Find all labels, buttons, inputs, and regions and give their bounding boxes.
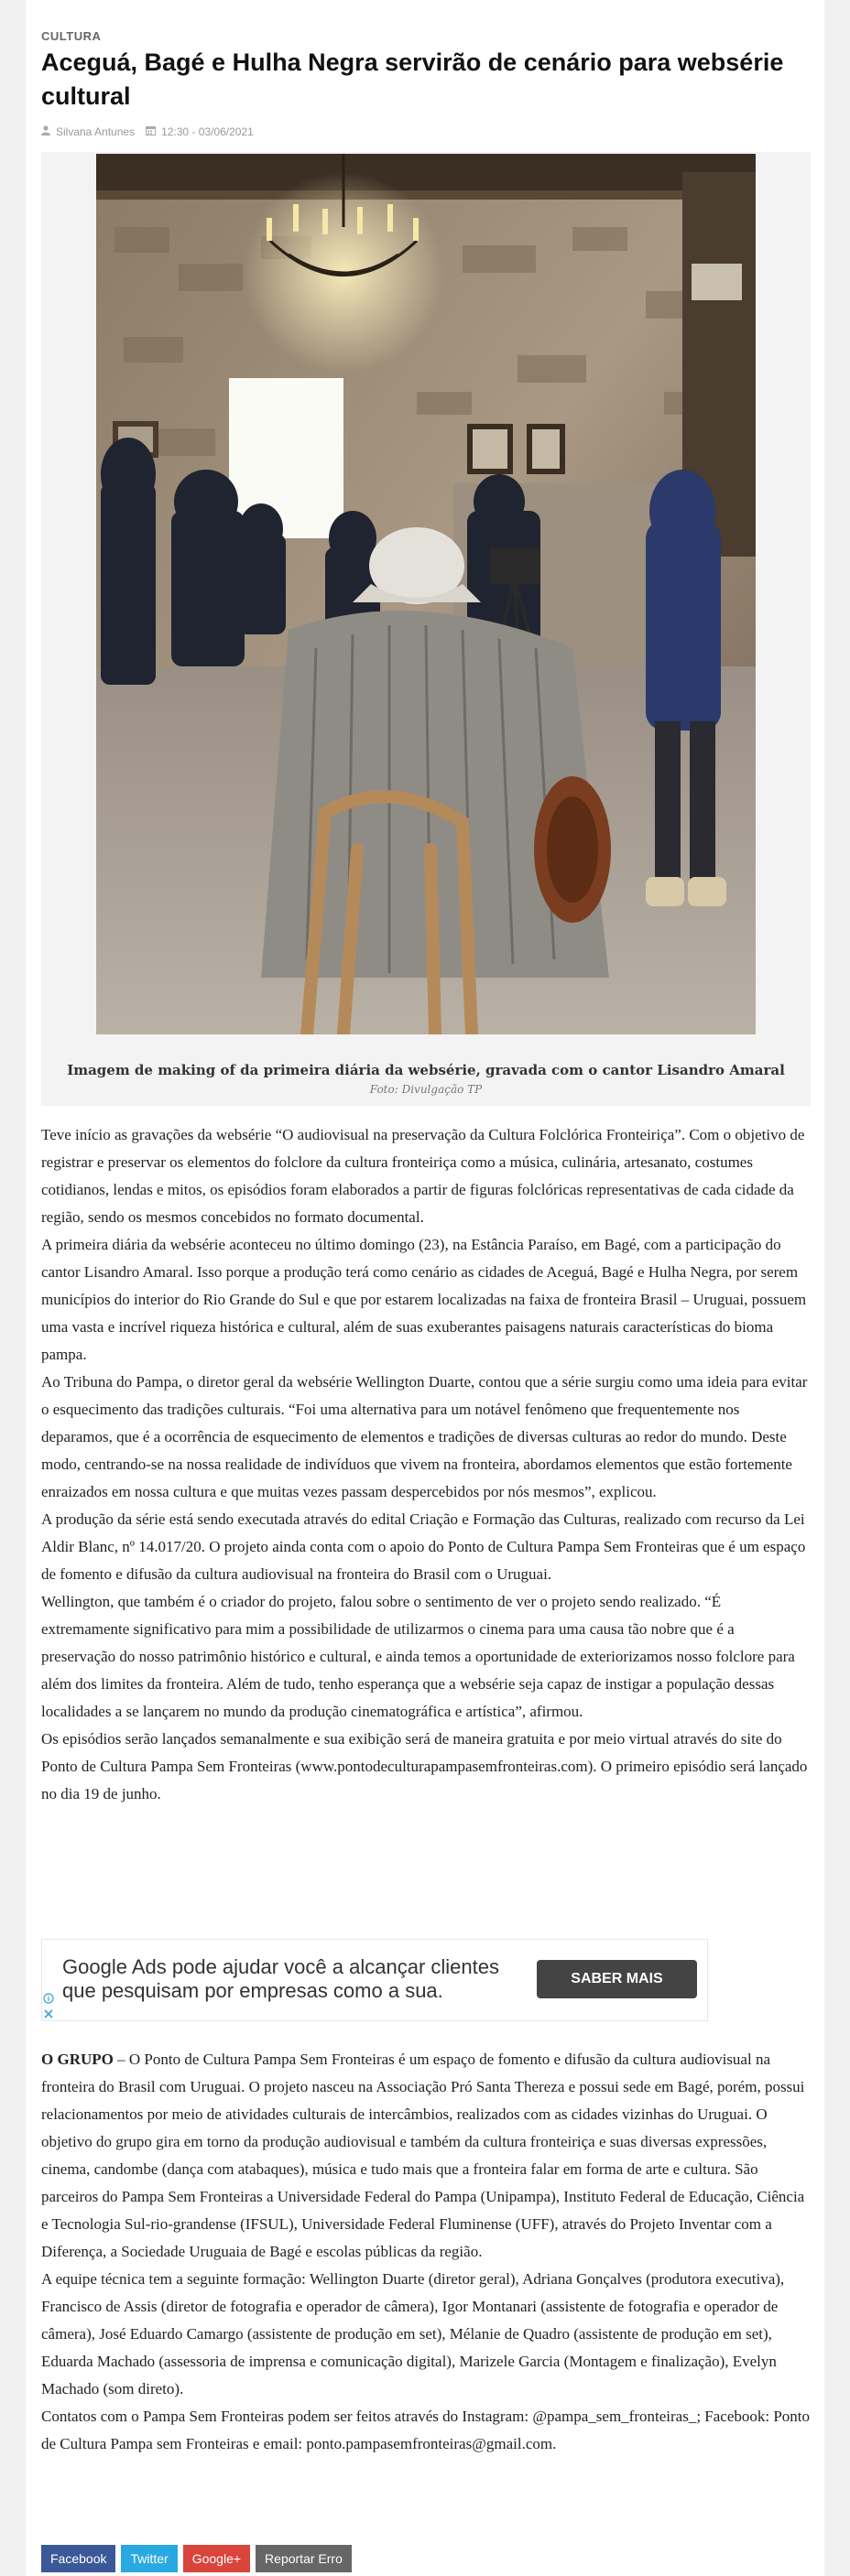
figure-credit: Foto: Divulgação TP xyxy=(369,1083,483,1096)
calendar-icon xyxy=(146,125,156,138)
share-bar xyxy=(41,2545,352,2572)
group-text: – O Ponto de Cultura Pampa Sem Fronteiras é um espaço de fomento e difusão da cultura audiovisual na fronteira do Brasil com Uruguai. O projeto nasceu na Associação Pró Santa Thereza e possui sede em Bagé, porém, possui relacionamentos por meio de atividades culturais de intercâmbios, realizados com as cidades vizinhas do Uruguai. O objetivo do grupo gira em torno da produção audiovisual e também da cultura fronteiriça e suas diversas expressões, cinema, candombe (dança com atabaques), música e tudo mais que a fronteira falar em forma de arte e cultura. São parceiros do Pampa Sem Fronteiras a Universidade Federal do Pampa (Unipampa), Instituto Federal de Educação, Ciência e Tecnologia Sul-rio-grandense (IFSUL), Universidade Federal Fluminense (UFF), através do Projeto Inventar com a Diferença, a Sociedade Uruguaia de Bagé e escolas públicas da região. xyxy=(41,2051,805,2260)
group-section xyxy=(41,2046,811,2458)
share-facebook-button[interactable]: Facebook xyxy=(41,2545,115,2572)
figure-caption: Imagem de making of da primeira diária da websérie, gravada com o cantor Lisandro Amaral xyxy=(67,1062,785,1078)
article-card xyxy=(26,0,824,2576)
body-paragraph: A primeira diária da websérie aconteceu no último domingo (23), na Estância Paraíso, em Bagé, com a participação do cantor Lisandro Amaral. Isso porque a produção terá como cenário as cidades de Aceguá, Bagé e Hulha Negra, por serem municípios do interior do Rio Grande do Sul e que por estarem localizadas na faixa de fronteira Brasil – Uruguai, possuem uma vasta e incrível riqueza histórica e cultural, além de suas exuberantes paisagens naturais características do bioma pampa. xyxy=(41,1236,807,1363)
article-meta xyxy=(41,125,254,138)
user-icon xyxy=(41,125,50,138)
article-figure xyxy=(41,152,811,1106)
article-body xyxy=(41,1121,811,1808)
body-paragraph: Ao Tribuna do Pampa, o diretor geral da websérie Wellington Duarte, contou que a série surgiu como uma ideia para evitar o esquecimento das tradições culturais. “Foi uma alternativa para um notável fenômeno que frequentemente nos deparamos, que é a ocorrência de esquecimento de elementos e tradições de diversas culturas ao redor do mundo. Deste modo, centrando-se na nossa realidade de indivíduos que vivem na fronteira, abordamos elementos que estão fortemente enraizados em nossa cultura e que muitas vezes passam despercebidos por nós mesmos”, explicou. xyxy=(41,1373,808,1500)
share-googleplus-button[interactable]: Google+ xyxy=(183,2545,250,2572)
group-lead: O GRUPO xyxy=(41,2051,114,2068)
info-icon[interactable] xyxy=(42,1993,55,2007)
ad-text[interactable]: Google Ads pode ajudar você a alcançar clientes que pesquisam por empresas como a sua. xyxy=(62,1955,499,2002)
team-paragraph: A equipe técnica tem a seguinte formação: Wellington Duarte (diretor geral), Adriana Gonçalves (produtora executiva), Francisco de Assis (diretor de fotografia e operador de câmera), Igor Montanari (assistente de fotografia e operador de câmera), José Eduardo Camargo (assistente de produção em set), Mélanie de Quadro (assistente de produção em set), Eduarda Machado (assessoria de imprensa e comunicação digital), Marizele Garcia (Montagem e finalização), Evelyn Machado (som direto). xyxy=(41,2270,785,2397)
ad-learn-more-button[interactable]: SABER MAIS xyxy=(537,1960,697,1998)
report-error-button[interactable]: Reportar Erro xyxy=(256,2545,352,2572)
google-ad-banner[interactable] xyxy=(41,1939,708,2021)
publish-datetime: 12:30 - 03/06/2021 xyxy=(161,125,254,138)
article-photo[interactable] xyxy=(96,154,756,1034)
body-paragraph: Os episódios serão lançados semanalmente e sua exibição será de maneira gratuita e por meio virtual através do site do Ponto de Cultura Pampa Sem Fronteiras (www.pontodeculturapampasemfronteiras.com). O primeiro episódio será lançado no dia 19 de junho. xyxy=(41,1730,808,1802)
article-title: Aceguá, Bagé e Hulha Negra servirão de cenário para websérie cultural xyxy=(41,49,784,110)
close-icon[interactable] xyxy=(42,2008,55,2021)
body-paragraph: A produção da série está sendo executada através do edital Criação e Formação das Culturas, realizado com recurso da Lei Aldir Blanc, nº 14.017/20. O projeto ainda conta com o apoio do Ponto de Cultura Pampa Sem Fronteiras que é um espaço de fomento e difusão da cultura audiovisual na fronteira do Brasil com o Uruguai. xyxy=(41,1510,806,1583)
body-paragraph: Wellington, que também é o criador do projeto, falou sobre o sentimento de ver o projeto sendo realizado. “É extremamente significativo para mim a possibilidade de utilizarmos o cinema para uma causa tão nobre que é a preservação do nosso patrimônio histórico e cultural, e ainda temos a oportunidade de exteriorizamos nosso folclore para além dos limites da fronteira. Além de tudo, tenho esperança que a websérie seja capaz de instigar a população dessas localidades a se lançarem no mundo da produção cinematográfica e artística”, afirmou. xyxy=(41,1593,795,1720)
category-label[interactable]: CULTURA xyxy=(41,29,102,43)
group-paragraph xyxy=(41,2046,811,2266)
author-name[interactable]: Silvana Antunes xyxy=(56,125,136,138)
body-paragraph: Teve início as gravações da websérie “O audiovisual na preservação da Cultura Folclórica Fronteiriça”. Com o objetivo de registrar e preservar os elementos do folclore da cultura fronteiriça como a música, culinária, artesanato, costumes cotidianos, lendas e mitos, os episódios foram elaborados a partir de figuras folclóricas representativas de cada cidade da região, sendo os mesmos concebidos no formato documental. xyxy=(41,1126,805,1226)
contact-paragraph: Contatos com o Pampa Sem Fronteiras podem ser feitos através do Instagram: @pampa_sem_fronteiras_; Facebook: Ponto de Cultura Pampa sem Fronteiras e email: ponto.pampasemfronteiras@gmail.com. xyxy=(41,2408,811,2452)
share-twitter-button[interactable]: Twitter xyxy=(121,2545,177,2572)
